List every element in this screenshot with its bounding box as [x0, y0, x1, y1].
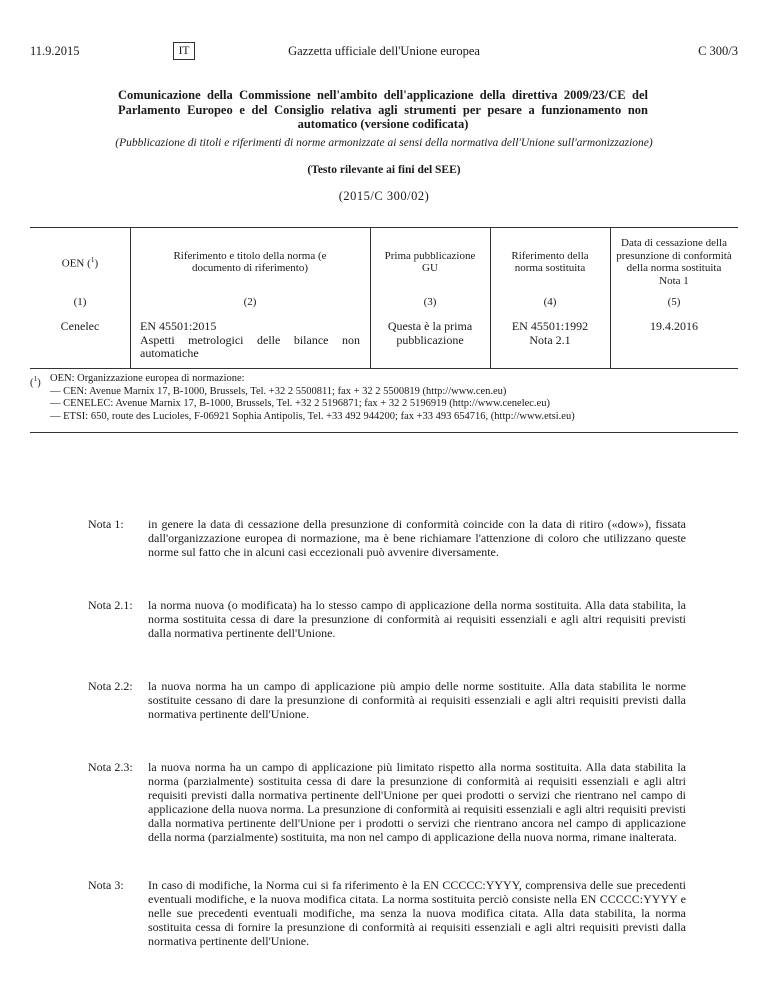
footnote-rule	[30, 432, 738, 433]
document-subtitle: (Pubblicazione di titoli e riferimenti di norme armonizzate ai sensi della normativa dell'Unione sull'armonizzazione)	[115, 137, 653, 149]
header-replaced-standard	[490, 228, 610, 296]
header-cessation-date-label: Data di cessazione della presunzione di conformità della norma sostituita Nota 1	[616, 237, 732, 287]
document-title: Comunicazione della Commissione nell'ambito dell'applicazione della direttiva 2009/23/CE del Parlamento Europeo e del Consiglio relativa agli strumenti per pesare a funzionamento non automatico (versione codificata)	[118, 88, 648, 131]
footnote-mark: ($^1$)	[30, 374, 41, 389]
header-replaced-standard-label: Riferimento della norma sostituita	[511, 249, 589, 274]
row-first-publication: Questa è la prima pubblicazione	[387, 319, 473, 347]
standard-code: EN 45501:2015	[140, 319, 217, 333]
table-bottom-rule	[30, 368, 738, 369]
note-label: Nota 1:	[88, 517, 124, 531]
footnote-line: — CENELEC: Avenue Marnix 17, B-1000, Brussels, Tel. +32 2 5196871; fax + 32 2 5196919 (http://www.cenelec.eu)	[50, 398, 550, 409]
document-reference: (2015/C 300/02)	[338, 189, 430, 203]
column-number: (1)	[73, 296, 87, 308]
column-number: (5)	[667, 296, 681, 308]
replaced-note: Nota 2.1	[529, 332, 571, 347]
row-standard	[130, 320, 370, 361]
row-oen: Cenelec	[60, 319, 100, 333]
journal-name: Gazzetta ufficiale dell'Unione europea	[288, 44, 480, 58]
note-label: Nota 2.3:	[88, 760, 133, 774]
standard-title: Aspetti metrologici delle bilance non automatiche	[140, 332, 360, 360]
note-label: Nota 2.2:	[88, 679, 133, 693]
header-first-publication-label: Prima pubblicazione GU	[384, 249, 476, 274]
note-text: in genere la data di cessazione della presunzione di conformità coincide con la data di ritiro («dow»), fissata dall'organizzazione europea di normazione, ma è bene richiamare l'attenzione di coloro che utilizzano queste norme sul fatto che in alcuni casi eccezionali può avvenire diversamente.	[148, 517, 686, 559]
note-label: Nota 2.1:	[88, 598, 133, 612]
eea-relevance: (Testo rilevante ai fini del SEE)	[307, 164, 461, 176]
header-cessation-date	[610, 228, 738, 296]
footnote-ref: 1	[90, 254, 95, 264]
footnote-body	[50, 373, 738, 423]
footnote-line: — ETSI: 650, route des Lucioles, F-06921 Sophia Antipolis, Tel. +33 492 944200; fax +33 493 654716, (http://www.etsi.eu)	[50, 410, 575, 422]
column-number: (4)	[543, 296, 557, 308]
header-first-publication	[370, 228, 490, 296]
header-oen: OEN ($^1$)	[61, 254, 99, 270]
replaced-code: EN 45501:1992	[511, 319, 589, 333]
publication-date: 11.9.2015	[30, 44, 80, 58]
header-reference-title-label: Riferimento e titolo della norma (e documento di riferimento)	[173, 249, 327, 274]
column-number: (2)	[243, 296, 257, 308]
page-header	[30, 42, 738, 62]
footnote-mark-number: 1	[33, 374, 38, 383]
footnote-line: — CEN: Avenue Marnix 17, B-1000, Brussels, Tel. +32 2 5500811; fax + 32 2 5500819 (http://www.cen.eu)	[50, 385, 507, 397]
note-text: la nuova norma ha un campo di applicazione più limitato rispetto alla norma sostituita. Alla data stabilita la norma (parzialmente) sostituita cessa di dare la presunzione di conformità ai requisiti essenziali e agli altri requisiti previsti dalla normativa pertinente dell'Unione per quei prodotti o servizi che rientrano nel campo di applicazione della nuova norma. La presunzione di conformità ai requisiti essenziali e agli altri requisiti previsti dalla normativa pertinente dell'Unione per i prodotti o servizi che rientrano ancora nel campo di applicazione della norma (parzialmente) sostituita, ma non nel campo di applicazione della nuova norma, rimane inalterata.	[148, 760, 686, 844]
note-label: Nota 3:	[88, 878, 124, 892]
column-number: (3)	[423, 296, 437, 308]
journal-reference: C 300/3	[698, 44, 738, 58]
row-cessation-date: 19.4.2016	[650, 319, 698, 333]
note-text: la nuova norma ha un campo di applicazione più ampio delle norme sostituite. Alla data stabilita le norme sostituite cessano di dare la presunzione di conformità ai requisiti essenziali e agli altri requisiti previsti dalla normativa pertinente dell'Unione.	[148, 679, 686, 721]
row-replaced-standard	[490, 320, 610, 347]
note-text: In caso di modifiche, la Norma cui si fa riferimento è la EN CCCCC:YYYY, comprensiva delle sue precedenti eventuali modifiche, e la nuova modifica citata. La norma sostituita perciò consiste nella EN CCCCC:YYYY e nelle sue precedenti eventuali modifiche, ma senza la nuova modifica citata. Alla data stabilita, la norma sostituita cessa di fornire la presunzione di conformità ai requisiti essenziali e agli altri requisiti previsti dalla normativa pertinente dell'Unione.	[148, 878, 686, 948]
header-oen-label: OEN	[61, 257, 85, 270]
note-text: la norma nuova (o modificata) ha lo stesso campo di applicazione della norma sostituita. Alla data stabilita, la norma sostituita cessa di dare la presunzione di conformità ai requisiti essenziali e agli altri requisiti previsti dalla normativa pertinente dell'Unione.	[148, 598, 686, 640]
standards-table	[30, 228, 738, 368]
header-reference-title	[130, 228, 370, 296]
language-badge: IT	[173, 42, 195, 60]
footnote-intro: OEN: Organizzazione europea di normazione:	[50, 373, 245, 384]
